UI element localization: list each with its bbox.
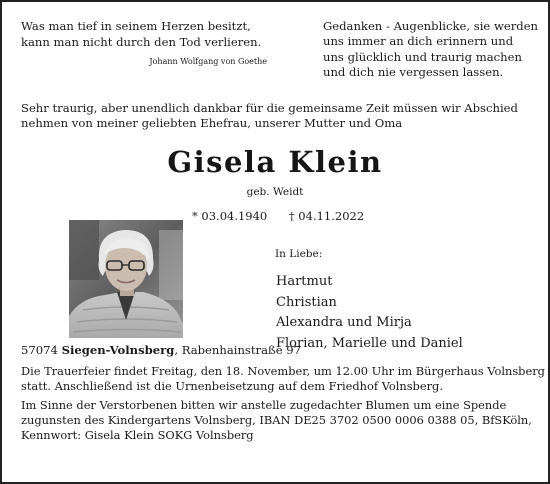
intro-line: Sehr traurig, aber unendlich dankbar für die gemeinsame Zeit müssen wir Abschied bbox=[21, 101, 518, 115]
intro-line: nehmen von meiner geliebten Ehefrau, unserer Mutter und Oma bbox=[21, 116, 403, 131]
mourners-list bbox=[276, 272, 463, 354]
death-date: † 04.11.2022 bbox=[288, 209, 365, 223]
goethe-quote bbox=[21, 19, 271, 70]
remembrance-verse bbox=[323, 19, 538, 81]
donation-line: zugunsten des Kindergartens Volnsberg, IBAN DE25 3702 0500 0006 0388 05, BfSKöln, bbox=[21, 413, 532, 428]
mourner-name: Alexandra und Mirja bbox=[276, 315, 412, 331]
quote-author: Johann Wolfgang von Goethe bbox=[149, 57, 267, 67]
birth-date: * 03.04.1940 bbox=[192, 209, 268, 223]
mourner-name: Florian, Marielle und Daniel bbox=[276, 335, 463, 351]
verse-line: uns immer an dich erinnern und bbox=[323, 34, 514, 49]
donation-line: Kennwort: Gisela Klein SOKG Volnsberg bbox=[21, 428, 254, 443]
address-town: Siegen-Volnsberg bbox=[61, 343, 175, 357]
life-dates bbox=[192, 209, 364, 223]
mourner-name: Christian bbox=[276, 294, 337, 310]
verse-line: und dich nie vergessen lassen. bbox=[323, 65, 504, 80]
verse-line: uns glücklich und traurig machen bbox=[323, 49, 522, 64]
intro-text bbox=[21, 101, 533, 132]
donation-line: Im Sinne der Verstorbenen bitten wir anstelle zugedachter Blumen um eine Spende bbox=[21, 398, 507, 412]
donation-notice bbox=[21, 398, 536, 444]
family-address bbox=[21, 343, 301, 357]
verse-line: Gedanken - Augenblicke, sie werden bbox=[323, 19, 539, 33]
maiden-name: geb. Weidt bbox=[246, 186, 304, 198]
quote-line: kann man nicht durch den Tod verlieren. bbox=[21, 34, 262, 49]
funeral-line: Die Trauerfeier findet Freitag, den 18. November, um 12.00 Uhr im Bürgerhaus Volnsberg bbox=[21, 364, 545, 378]
funeral-line: statt. Anschließend ist die Urnenbeisetzung auf dem Friedhof Volnsberg. bbox=[21, 379, 443, 394]
address-postcode: 57074 bbox=[21, 343, 58, 357]
mourner-name: Hartmut bbox=[276, 274, 333, 289]
address-street: , Rabenhainstraße 97 bbox=[174, 343, 302, 357]
funeral-notice bbox=[21, 364, 545, 394]
deceased-name: Gisela Klein bbox=[167, 145, 383, 179]
quote-line: Was man tief in seinem Herzen besitzt, bbox=[21, 19, 251, 33]
mourners-label: In Liebe: bbox=[275, 248, 323, 260]
portrait-photo bbox=[69, 220, 183, 338]
